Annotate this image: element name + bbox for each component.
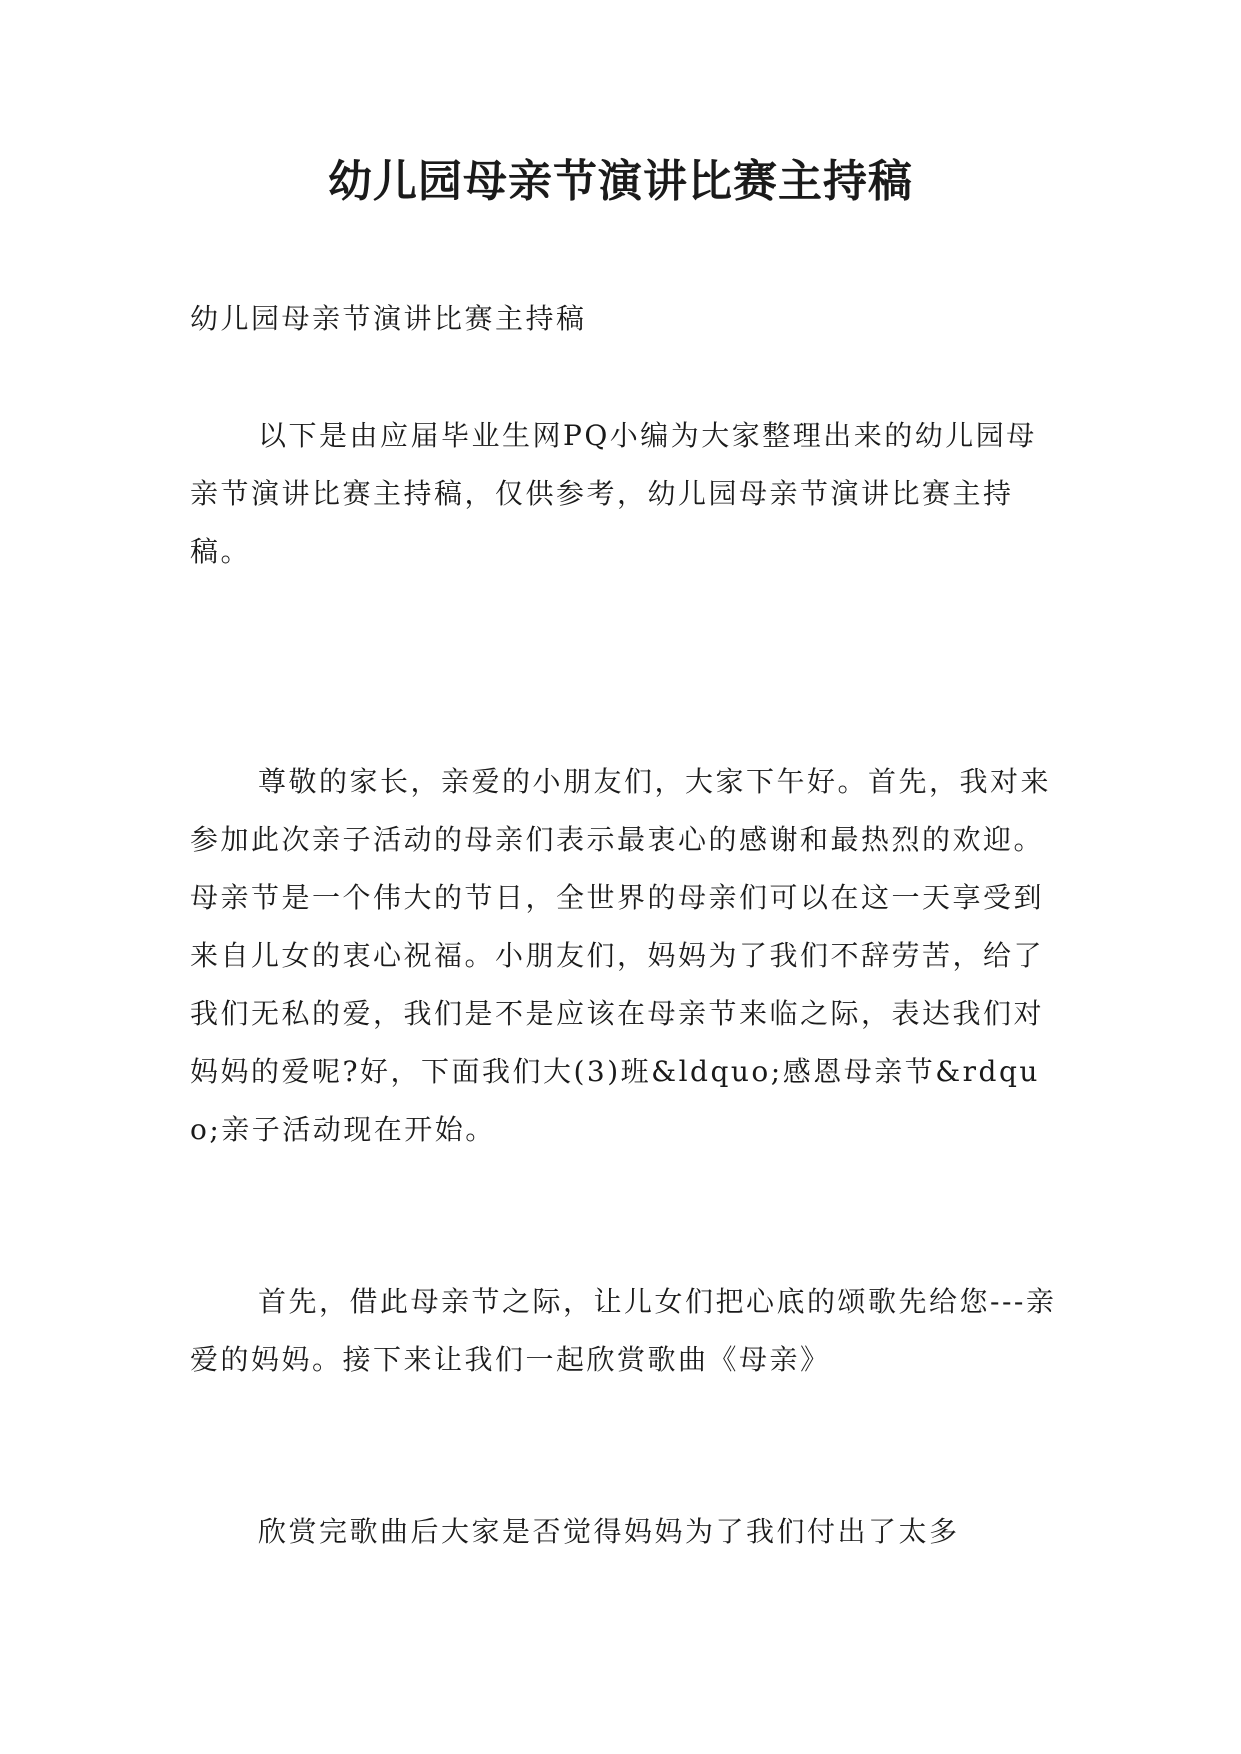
paragraph-after-song: 欣赏完歌曲后大家是否觉得妈妈为了我们付出了太多 [258,1515,960,1548]
paragraph-welcome: 尊敬的家长，亲爱的小朋友们，大家下午好。首先，我对来参加此次亲子活动的母亲们表示最衷心的感谢和最热烈的欢迎。母亲节是一个伟大的节日，全世界的母亲们可以在这一天享受到来自儿女的衷心祝福。小朋友们，妈妈为了我们不辞劳苦，给了我们无私的爱，我们是不是应该在母亲节来临之际，表达我们对妈妈的爱呢?好，下面我们大(3)班&ldquo;感恩母亲节&rdquo;亲子活动现在开始。 [190,765,1052,1146]
document-subtitle: 幼儿园母亲节演讲比赛主持稿 [190,302,587,335]
paragraph-song: 首先，借此母亲节之际，让儿女们把心底的颂歌先给您---亲爱的妈妈。接下来让我们一起欣赏歌曲《母亲》 [190,1285,1057,1376]
paragraph-intro: 以下是由应届毕业生网PQ小编为大家整理出来的幼儿园母亲节演讲比赛主持稿，仅供参考，幼儿园母亲节演讲比赛主持稿。 [190,419,1037,568]
document-title: 幼儿园母亲节演讲比赛主持稿 [328,156,913,207]
